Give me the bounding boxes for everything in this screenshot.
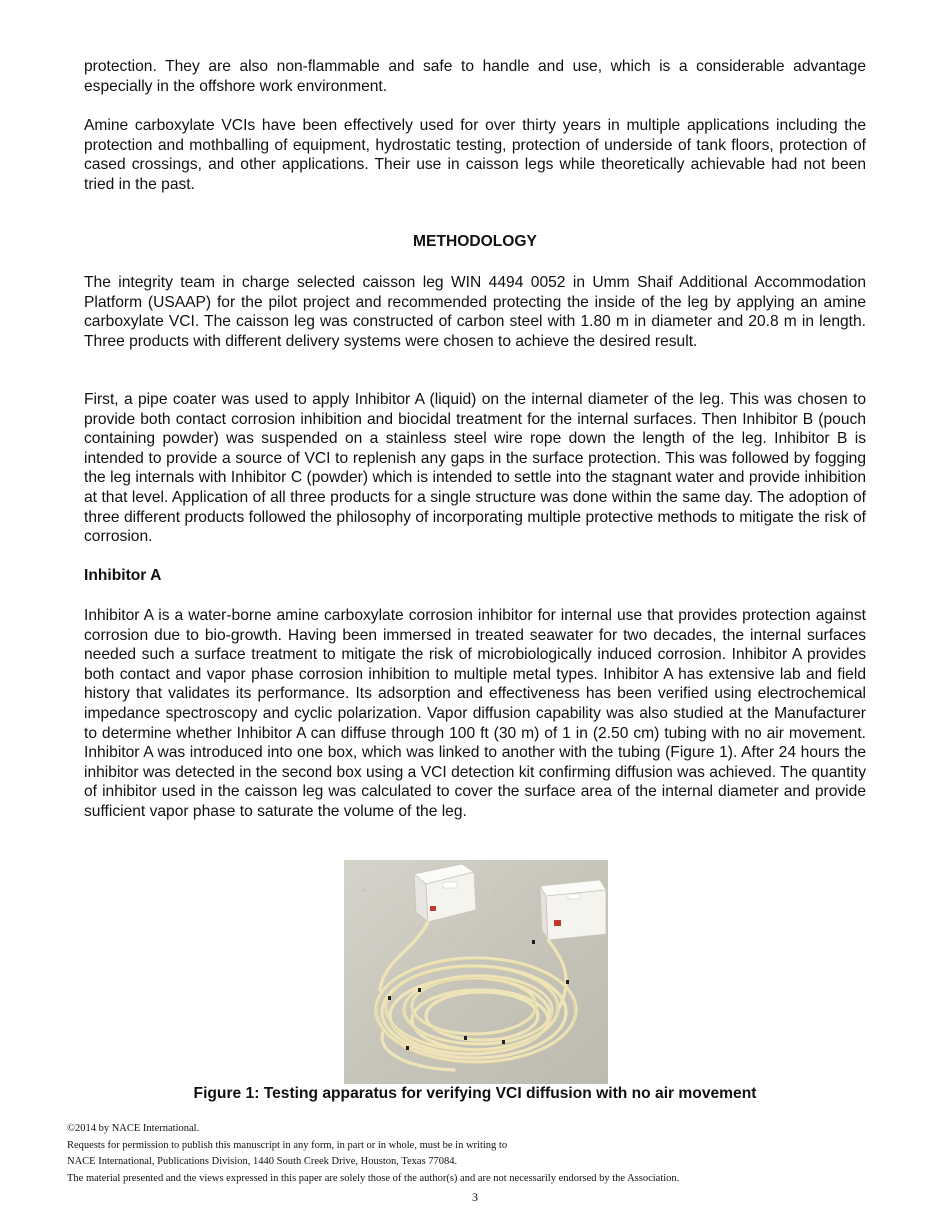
figure-1-caption: Figure 1: Testing apparatus for verifying VCI diffusion with no air movement — [193, 1085, 757, 1102]
paragraph-application-steps: First, a pipe coater was used to apply Inhibitor A (liquid) on the internal diameter of the leg. This was chosen to provide both contact corrosion inhibition and biocidal treatment for the internal surfaces. Then Inhibitor B (pouch containing powder) was suspended on a stainless steel wire rope down the length of the leg. Inhibitor B is intended to provide a source of VCI to replenish any gaps in the surface protection. This was followed by fogging the leg internals with Inhibitor C (powder) which is intended to settle into the stagnant water and provide inhibition at that level. Application of all three products for a single structure was done within the same day. The adoption of three different products followed the philosophy of incorporating multiple protective methods to mitigate the risk of corrosion. — [84, 391, 866, 546]
footer-copyright: ©2014 by NACE International. — [67, 1123, 200, 1134]
footer-permissions: Requests for permission to publish this manuscript in any form, in part or in whole, must be in writing to — [67, 1139, 508, 1151]
paragraph-amine-history: Amine carboxylate VCIs have been effectively used for over thirty years in multiple applications including the protection and mothballing of equipment, hydrostatic testing, protection of underside of tank floors, protection of cased crossings, and other applications. Their use in caisson legs while theoretically achievable had not been tried in the past. — [84, 117, 866, 193]
paragraph-protection: protection. They are also non-flammable and safe to handle and use, which is a considerable advantage especially in the offshore work environment. — [84, 58, 866, 95]
vci-diffusion-apparatus-photo — [344, 860, 608, 1084]
section-heading-methodology: METHODOLOGY — [413, 233, 537, 250]
box-2-icon — [540, 880, 606, 940]
paragraph-integrity-team: The integrity team in charge selected caisson leg WIN 4494 0052 in Umm Shaif Additional Accommodation Platform (USAAP) for the pilot project and recommended protecting the inside of the leg by applying an amine carboxylate VCI. The caisson leg was constructed of carbon steel with 1.80 m in diameter and 20.8 m in length. Three products with different delivery systems were chosen to achieve the desired result. — [84, 274, 866, 350]
copyright-footer — [67, 1121, 887, 1187]
paragraph-inhibitor-a: Inhibitor A is a water-borne amine carboxylate corrosion inhibitor for internal use that provides protection against corrosion due to bio-growth. Having been immersed in treated seawater for two decades, the internal surfaces needed such a surface treatment to mitigate the risk of microbiologically induced corrosion. Inhibitor A provides both contact and vapor phase corrosion inhibition to multiple metal types. Inhibitor A has extensive lab and field history that validates its performance. Its adsorption and effectiveness has been verified using electrochemical impedance spectroscopy and cyclic polarization. Vapor diffusion capability was also studied at the Manufacturer to determine whether Inhibitor A can diffuse through 100 ft (30 m) of 1 in (2.50 cm) tubing with no air movement. Inhibitor A was introduced into one box, which was linked to another with the tubing (Figure 1). After 24 hours the inhibitor was detected in the second box using a VCI detection kit confirming diffusion was achieved. The quantity of inhibitor used in the caisson leg was calculated to cover the surface area of the internal diameter and provide sufficient vapor phase to saturate the volume of the leg. — [84, 607, 866, 820]
subheading-inhibitor-a: Inhibitor A — [84, 567, 162, 584]
footer-disclaimer: The material presented and the views expressed in this paper are solely those of the author(s) and are not necessarily endorsed by the Association. — [67, 1172, 680, 1184]
figure-1-photo — [344, 860, 608, 1084]
page-number: 3 — [472, 1190, 478, 1204]
footer-address: NACE International, Publications Division, 1440 South Creek Drive, Houston, Texas 77084. — [67, 1156, 458, 1168]
